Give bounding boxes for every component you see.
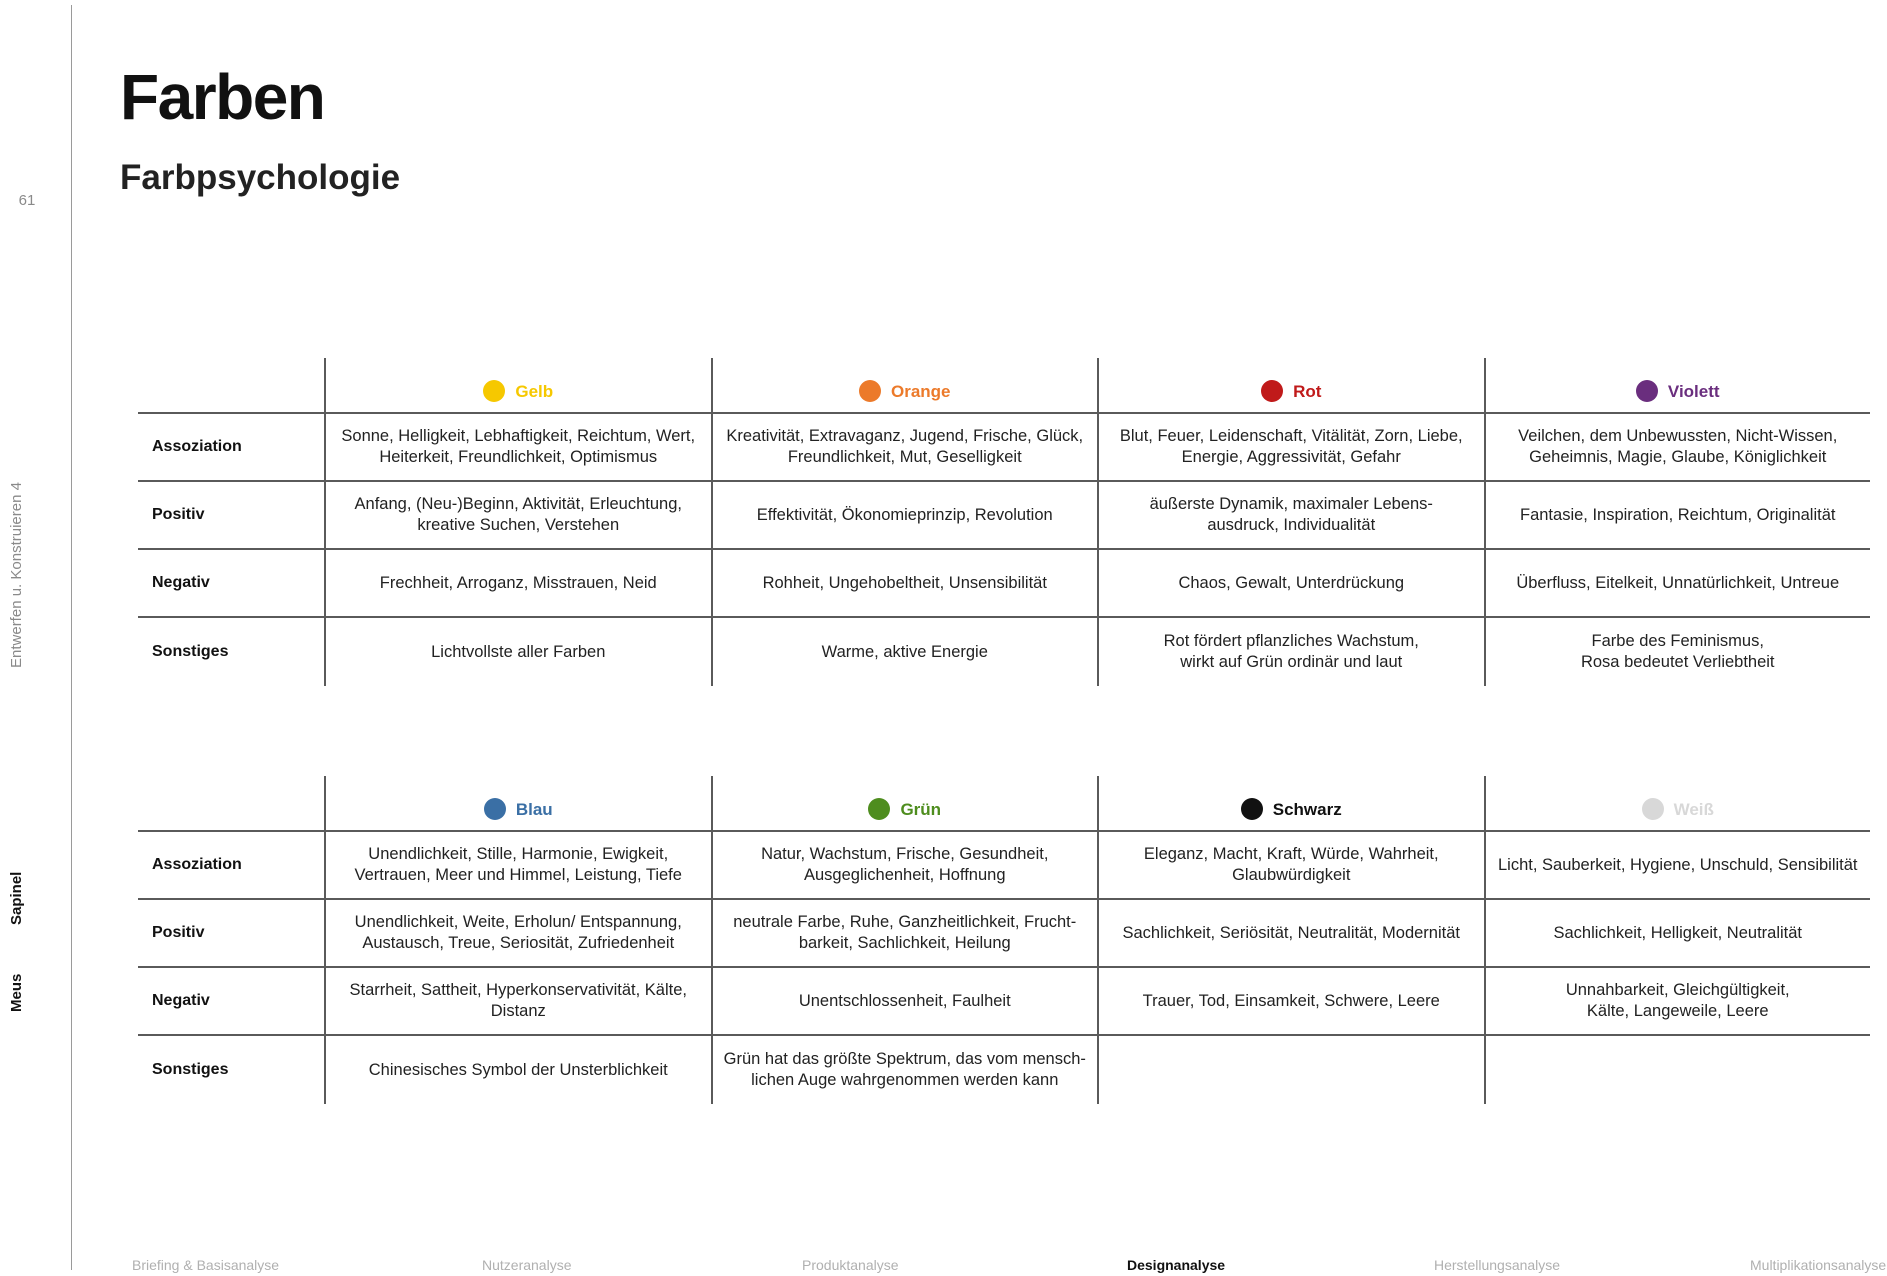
color-header-cell [1484, 776, 1871, 830]
cell-text: Rohheit, Ungehobeltheit, Unsensibilität [762, 573, 1047, 592]
table-cell-rot [1097, 414, 1484, 480]
table-cell-weiss [1484, 1036, 1871, 1104]
page-subtitle: Farbpsychologie [120, 158, 401, 197]
nav-item-briefing-basisanalyse[interactable]: Briefing & Basisanalyse [132, 1257, 280, 1273]
color-dot-icon [483, 380, 505, 402]
table-header-row [138, 358, 1870, 414]
table-cell-gruen [711, 1036, 1098, 1104]
table-cell-schwarz [1097, 1036, 1484, 1104]
color-name-orange: Orange [890, 381, 951, 401]
color-name-gelb: Gelb [515, 381, 554, 401]
color-header [483, 380, 553, 402]
color-header-cell [324, 776, 711, 830]
row-label: Sonstiges [152, 1061, 229, 1078]
cell-text: Lichtvollste aller Farben [431, 642, 606, 661]
cell-text: Eleganz, Macht, Kraft, Würde, Wahrheit, Glaubwürdigkeit [1143, 845, 1439, 884]
color-dot-icon [1636, 380, 1658, 402]
row-label: Assoziation [152, 856, 242, 873]
row-label: Positiv [152, 924, 205, 941]
table-row-assoziation [138, 832, 1870, 900]
table-cell-gruen [711, 968, 1098, 1034]
table-cell-blau [324, 832, 711, 898]
page-title: Farben [120, 61, 325, 133]
table-cell-schwarz [1097, 968, 1484, 1034]
row-label: Positiv [152, 506, 205, 523]
color-header [868, 798, 941, 820]
course-label: Entwerfen u. Konstruieren 4 [8, 482, 25, 668]
color-name-schwarz: Schwarz [1272, 799, 1342, 819]
cell-text: Sonne, Helligkeit, Lebhaftigkeit, Reichtum, Wert, Heiterkeit, Freundlichkeit, Optimismus [341, 427, 696, 466]
table-cell-rot [1097, 550, 1484, 616]
cell-text: neutrale Farbe, Ruhe, Ganzheitlichkeit, Frucht- barkeit, Sachlichkeit, Heilung [733, 913, 1077, 952]
color-header-cell [711, 358, 1098, 412]
cell-text: Farbe des Feminismus, Rosa bedeutet Verliebtheit [1580, 632, 1775, 671]
nav-item-designanalyse[interactable]: Designanalyse [1127, 1257, 1226, 1273]
table-cell-weiss [1484, 968, 1871, 1034]
cell-text: Grün hat das größte Spektrum, das vom mensch- lichen Auge wahrgenommen werden kann [723, 1050, 1086, 1089]
cell-text: Warme, aktive Energie [821, 642, 988, 661]
sidebar-divider [71, 5, 72, 1270]
cell-text: Kreativität, Extravaganz, Jugend, Frische, Glück, Freundlichkeit, Mut, Geselligkeit [726, 427, 1084, 466]
cell-text: Fantasie, Inspiration, Reichtum, Originalität [1520, 505, 1836, 524]
cell-text: Sachlichkeit, Helligkeit, Neutralität [1553, 923, 1803, 942]
table-cell-violett [1484, 414, 1871, 480]
nav-item-nutzeranalyse[interactable]: Nutzeranalyse [482, 1257, 572, 1273]
table-cell-violett [1484, 482, 1871, 548]
color-dot-icon [1241, 798, 1263, 820]
color-dot-icon [1261, 380, 1283, 402]
table-row-assoziation [138, 414, 1870, 482]
cell-text: Trauer, Tod, Einsamkeit, Schwere, Leere [1142, 991, 1440, 1010]
table-cell-blau [324, 1036, 711, 1104]
table-cell-gruen [711, 832, 1098, 898]
table-row-sonstiges [138, 618, 1870, 686]
table-cell-orange [711, 414, 1098, 480]
table-cell-weiss [1484, 832, 1871, 898]
color-header-cell [1484, 358, 1871, 412]
nav-item-multiplikationsanalyse[interactable]: Multiplikationsanalyse [1750, 1257, 1887, 1273]
corner-cell [138, 358, 324, 412]
cell-text: Starrheit, Sattheit, Hyperkonservativität, Kälte, Distanz [349, 981, 687, 1020]
row-label: Assoziation [152, 438, 242, 455]
nav-item-herstellungsanalyse[interactable]: Herstellungsanalyse [1434, 1257, 1561, 1273]
table-cell-gelb [324, 482, 711, 548]
color-name-weiss: Weiß [1673, 799, 1714, 819]
color-header-cell [324, 358, 711, 412]
table-cell-rot [1097, 618, 1484, 686]
table-cell-rot [1097, 482, 1484, 548]
color-dot-icon [484, 798, 506, 820]
cell-text: Natur, Wachstum, Frische, Gesundheit, Ausgeglichenheit, Hoffnung [761, 845, 1049, 884]
color-header [1636, 380, 1720, 402]
table-cell-gelb [324, 414, 711, 480]
color-header-cell [1097, 358, 1484, 412]
color-table-2 [138, 776, 1870, 1104]
table-cell-violett [1484, 550, 1871, 616]
table-cell-orange [711, 550, 1098, 616]
color-header-cell [711, 776, 1098, 830]
color-header [1261, 380, 1321, 402]
color-name-blau: Blau [515, 799, 553, 819]
table-cell-orange [711, 482, 1098, 548]
cell-text: Blut, Feuer, Leidenschaft, Vitälität, Zorn, Liebe, Energie, Aggressivität, Gefahr [1119, 427, 1463, 466]
color-dot-icon [868, 798, 890, 820]
color-name-violett: Violett [1667, 381, 1720, 401]
cell-text: Überfluss, Eitelkeit, Unnatürlichkeit, Untreue [1516, 573, 1840, 592]
table-cell-weiss [1484, 900, 1871, 966]
author-name: Meus [8, 973, 25, 1012]
cell-text: Licht, Sauberkeit, Hygiene, Unschuld, Sensibilität [1497, 855, 1858, 874]
table-cell-schwarz [1097, 832, 1484, 898]
color-name-rot: Rot [1293, 381, 1322, 401]
cell-text: Unnahbarkeit, Gleichgültigkeit, Kälte, Langeweile, Leere [1565, 981, 1790, 1020]
table-cell-gelb [324, 618, 711, 686]
table-cell-violett [1484, 618, 1871, 686]
cell-text: Unendlichkeit, Weite, Erholun/ Entspannung, Austausch, Treue, Seriosität, Zufriedenheit [354, 913, 682, 952]
cell-text: Veilchen, dem Unbewussten, Nicht-Wissen, Geheimnis, Magie, Glaube, Königlichkeit [1518, 427, 1838, 466]
color-dot-icon [859, 380, 881, 402]
table-header-row [138, 776, 1870, 832]
cell-text: Chinesisches Symbol der Unsterblichkeit [368, 1060, 668, 1079]
cell-text: äußerste Dynamik, maximaler Lebens- ausdruck, Individualität [1149, 495, 1433, 534]
color-header [1241, 798, 1342, 820]
color-dot-icon [1642, 798, 1664, 820]
cell-text: Sachlichkeit, Seriösität, Neutralität, Modernität [1122, 923, 1460, 942]
row-label: Negativ [152, 992, 210, 1009]
table-row-negativ [138, 968, 1870, 1036]
table-row-sonstiges [138, 1036, 1870, 1104]
cell-text: Unentschlossenheit, Faulheit [798, 991, 1011, 1010]
corner-cell [138, 776, 324, 830]
row-label: Negativ [152, 574, 210, 591]
color-header [859, 380, 951, 402]
table-row-positiv [138, 482, 1870, 550]
table-row-negativ [138, 550, 1870, 618]
page-number: 61 [18, 192, 36, 209]
table-cell-orange [711, 618, 1098, 686]
table-cell-gelb [324, 550, 711, 616]
cell-text: Anfang, (Neu-)Beginn, Aktivität, Erleuchtung, kreative Suchen, Verstehen [354, 495, 682, 534]
cell-text: Chaos, Gewalt, Unterdrückung [1178, 573, 1405, 592]
color-header-cell [1097, 776, 1484, 830]
color-header [1642, 798, 1714, 820]
author-name: Sapinel [8, 871, 25, 925]
table-cell-blau [324, 968, 711, 1034]
footer-navigation [0, 1257, 1887, 1276]
cell-text: Unendlichkeit, Stille, Harmonie, Ewigkeit, Vertrauen, Meer und Himmel, Leistung, Tiefe [354, 845, 682, 884]
color-header [484, 798, 553, 820]
table-cell-blau [324, 900, 711, 966]
table-cell-schwarz [1097, 900, 1484, 966]
nav-item-produktanalyse[interactable]: Produktanalyse [802, 1257, 899, 1273]
table-row-positiv [138, 900, 1870, 968]
table-cell-gruen [711, 900, 1098, 966]
cell-text: Frechheit, Arroganz, Misstrauen, Neid [379, 573, 657, 592]
color-name-gruen: Grün [900, 799, 942, 819]
cell-text: Effektivität, Ökonomieprinzip, Revolution [756, 505, 1053, 524]
color-table-1 [138, 358, 1870, 686]
cell-text: Rot fördert pflanzliches Wachstum, wirkt auf Grün ordinär und laut [1163, 632, 1419, 671]
row-label: Sonstiges [152, 643, 229, 660]
